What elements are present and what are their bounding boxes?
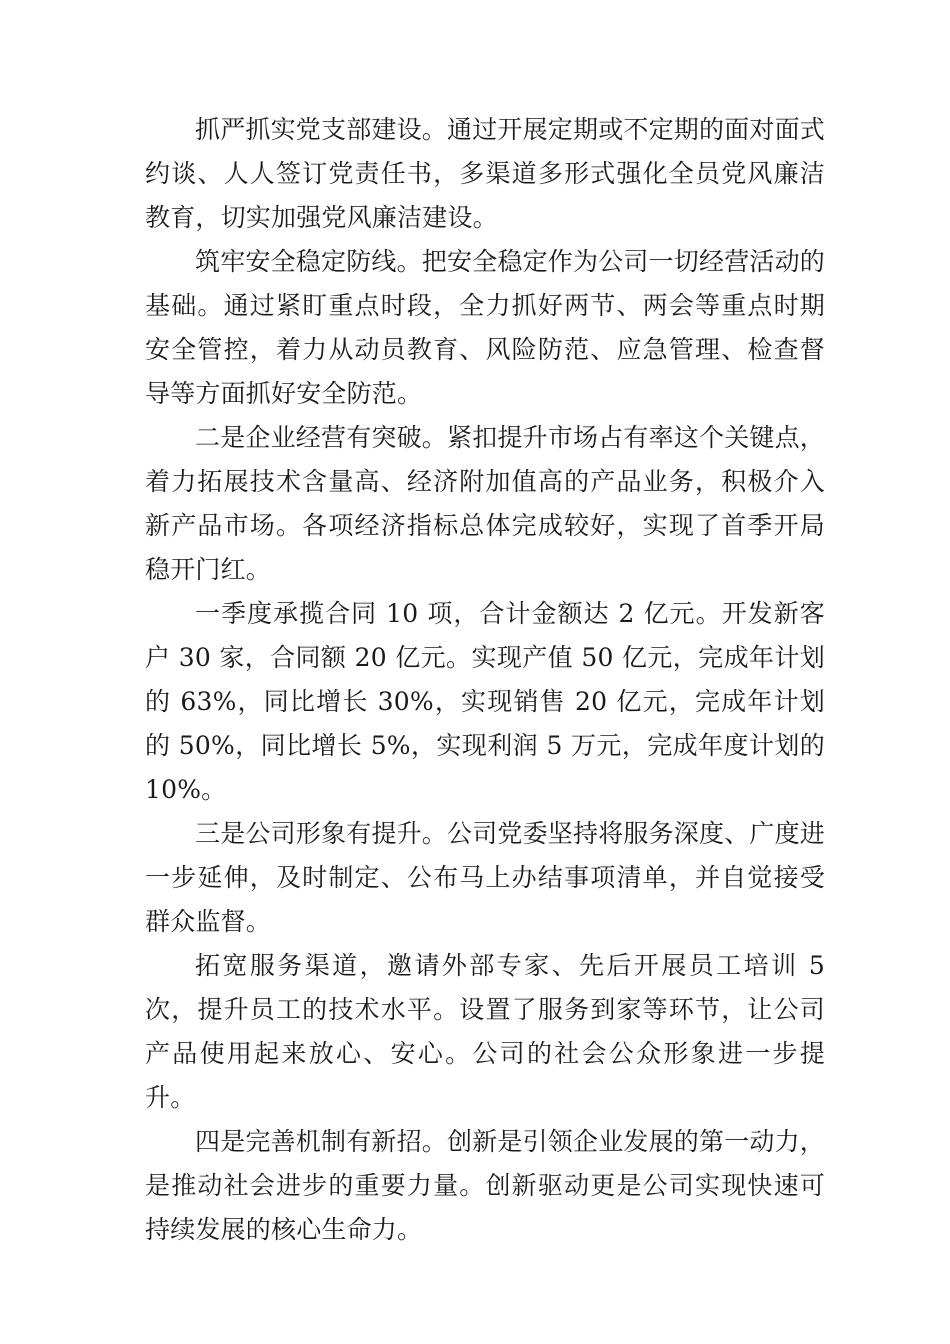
paragraph-business-breakthrough: 二是企业经营有突破。紧扣提升市场占有率这个关键点，着力拓展技术含量高、经济附加值高的产品业务，积极介入新产品市场。各项经济指标总体完成较好，实现了首季开局稳开门红。 xyxy=(145,423,826,584)
paragraph-company-image: 三是公司形象有提升。公司党委坚持将服务深度、广度进一步延伸，及时制定、公布马上办结事项清单，并自觉接受群众监督。 xyxy=(145,819,826,936)
paragraph-service-channels: 拓宽服务渠道，邀请外部专家、先后开展员工培训 5 次，提升员工的技术水平。设置了服务到家等环节，让公司产品使用起来放心、安心。公司的社会公众形象进一步提升。 xyxy=(145,951,825,1112)
document-body xyxy=(145,108,825,1252)
paragraph-q1-figures: 一季度承揽合同 10 项，合计金额达 2 亿元。开发新客户 30 家，合同额 20 亿元。实现产值 50 亿元，完成年计划的 63%，同比增长 30%，实现销售 20 亿元，完成年计划的 50%，同比增长 5%，实现利润 5 万元，完成年度计划的 10%。 xyxy=(145,599,825,804)
paragraph-mechanism-innovation: 四是完善机制有新招。创新是引领企业发展的第一动力，是推动社会进步的重要力量。创新驱动更是公司实现快速可持续发展的核心生命力。 xyxy=(145,1127,826,1244)
paragraph-safety: 筑牢安全稳定防线。把安全稳定作为公司一切经营活动的基础。通过紧盯重点时段，全力抓好两节、两会等重点时期安全管控，着力从动员教育、风险防范、应急管理、检查督导等方面抓好安全防范。 xyxy=(145,247,826,408)
paragraph-party-building: 抓严抓实党支部建设。通过开展定期或不定期的面对面式约谈、人人签订党责任书，多渠道多形式强化全员党风廉洁教育，切实加强党风廉洁建设。 xyxy=(145,115,826,232)
